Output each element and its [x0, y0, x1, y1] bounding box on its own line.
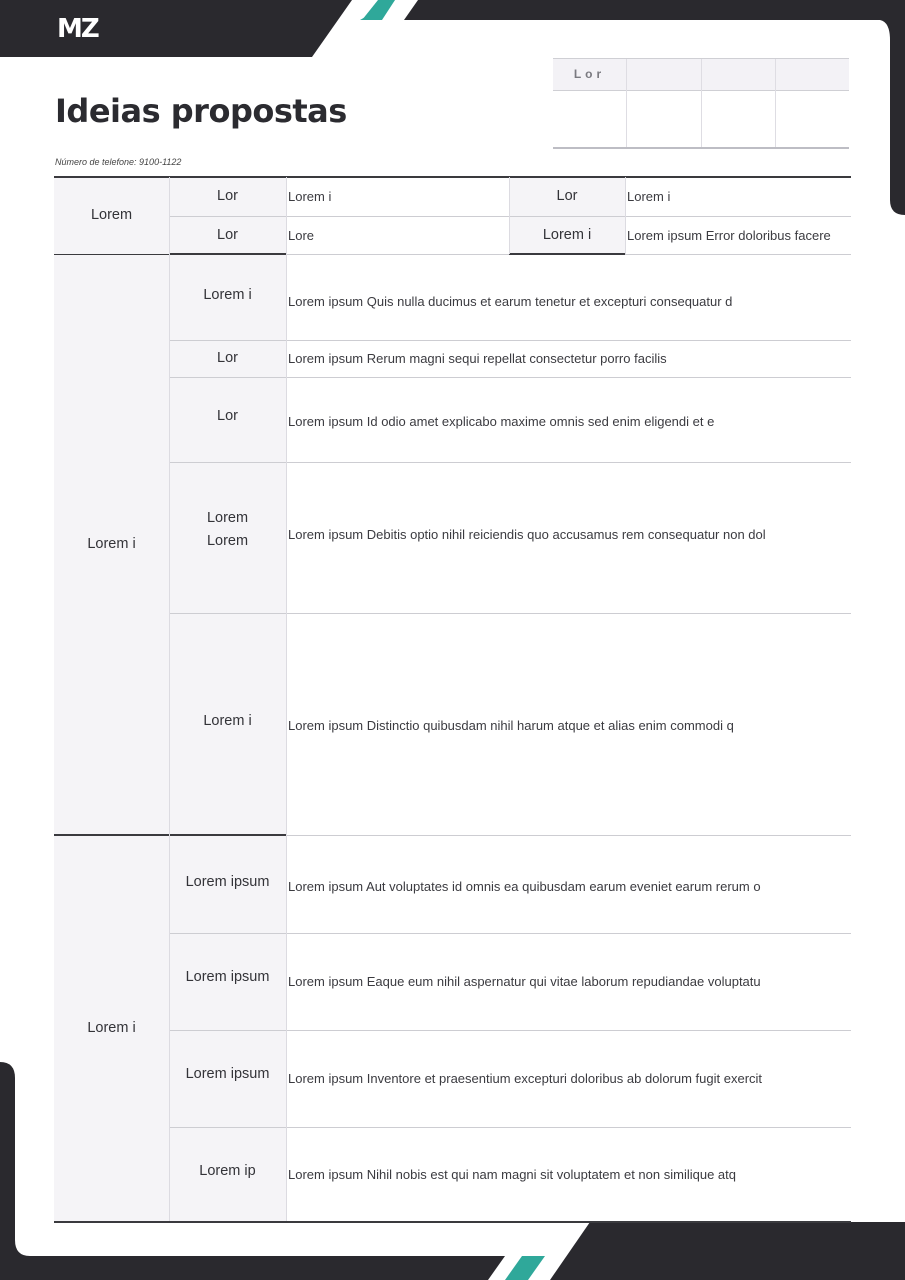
- phone-number: Número de telefone: 9100-1122: [55, 157, 182, 167]
- section-divider: [54, 254, 169, 255]
- column-divider: [625, 177, 626, 254]
- row-value[interactable]: Lorem ipsum Quis nulla ducimus et earum tenetur et excepturi consequatur d: [288, 293, 733, 309]
- column-divider: [169, 177, 170, 1221]
- row-label: Lorem ipsum: [169, 835, 286, 933]
- row-value[interactable]: Lorem ipsum Debitis optio nihil reiciendis quo accusamus rem consequatur non dol: [288, 527, 766, 542]
- section-1-label: Lorem i: [54, 254, 169, 835]
- row-label: Lorem ipsum: [169, 1030, 286, 1127]
- mini-table-label: Lor: [573, 67, 606, 81]
- row-divider: [169, 216, 851, 217]
- section-divider: [169, 253, 286, 255]
- row-value[interactable]: Lorem ipsum Rerum magni sequi repellat consectetur porro facilis: [288, 351, 667, 366]
- row-divider: [169, 1127, 851, 1128]
- row-divider: [169, 377, 851, 378]
- row-value[interactable]: Lorem ipsum Id odio amet explicabo maxime omnis sed enim eligendi et e: [288, 413, 715, 429]
- table-top-border: [54, 176, 851, 178]
- row-label: Lor: [169, 340, 286, 377]
- row-label: [169, 462, 286, 613]
- row-value[interactable]: Lorem ipsum Aut voluptates id omnis ea quibusdam earum eveniet earum rerum o: [288, 878, 761, 894]
- row-divider: [625, 254, 851, 255]
- summary-mini-table: [553, 58, 849, 149]
- row-divider: [169, 340, 851, 341]
- column-divider: [286, 177, 287, 1221]
- section-divider: [54, 834, 286, 836]
- info-value[interactable]: Lorem i: [627, 189, 671, 204]
- row-label: Lorem i: [169, 613, 286, 835]
- row-value[interactable]: Lorem ipsum Distinctio quibusdam nihil harum atque et alias enim commodi q: [288, 717, 734, 733]
- row-divider: [169, 613, 851, 614]
- info-label: Lorem i: [509, 216, 625, 254]
- mini-table-divider: [626, 59, 627, 147]
- page-title: Ideias propostas: [55, 92, 347, 130]
- logo: MZ: [57, 14, 98, 44]
- column-divider: [509, 177, 510, 254]
- info-value[interactable]: Lorem ipsum Error doloribus facere: [627, 227, 831, 243]
- row-value[interactable]: Lorem ipsum Inventore et praesentium excepturi doloribus ab dolorum fugit exercit: [288, 1071, 763, 1086]
- row-divider: [169, 1030, 851, 1031]
- mini-table-divider: [701, 59, 702, 147]
- row-label: Lor: [169, 377, 286, 462]
- info-value[interactable]: Lore: [288, 227, 315, 243]
- info-value[interactable]: Lorem i: [288, 189, 332, 204]
- info-label: Lor: [169, 177, 286, 216]
- section-2-label: Lorem i: [54, 835, 169, 1221]
- mini-table-divider: [775, 59, 776, 147]
- row-label: Lorem ipsum: [169, 933, 286, 1030]
- row-divider: [169, 933, 851, 934]
- info-section-label: Lorem: [54, 177, 169, 254]
- row-value[interactable]: Lorem ipsum Eaque eum nihil aspernatur qui vitae laborum repudiandae voluptatu: [288, 974, 761, 989]
- info-label: Lor: [169, 216, 286, 254]
- row-divider: [286, 254, 509, 255]
- section-divider: [509, 253, 625, 255]
- row-divider: [169, 462, 851, 463]
- row-label-line: Lorem: [206, 532, 249, 549]
- row-divider: [286, 835, 851, 836]
- row-label: Lorem ip: [169, 1127, 286, 1221]
- table-bottom-border: [54, 1221, 851, 1223]
- row-value[interactable]: Lorem ipsum Nihil nobis est qui nam magni sit voluptatem et non similique atq: [288, 1166, 736, 1182]
- row-label: Lorem i: [169, 254, 286, 340]
- row-label-line: Lorem: [206, 509, 249, 526]
- info-label: Lor: [509, 177, 625, 216]
